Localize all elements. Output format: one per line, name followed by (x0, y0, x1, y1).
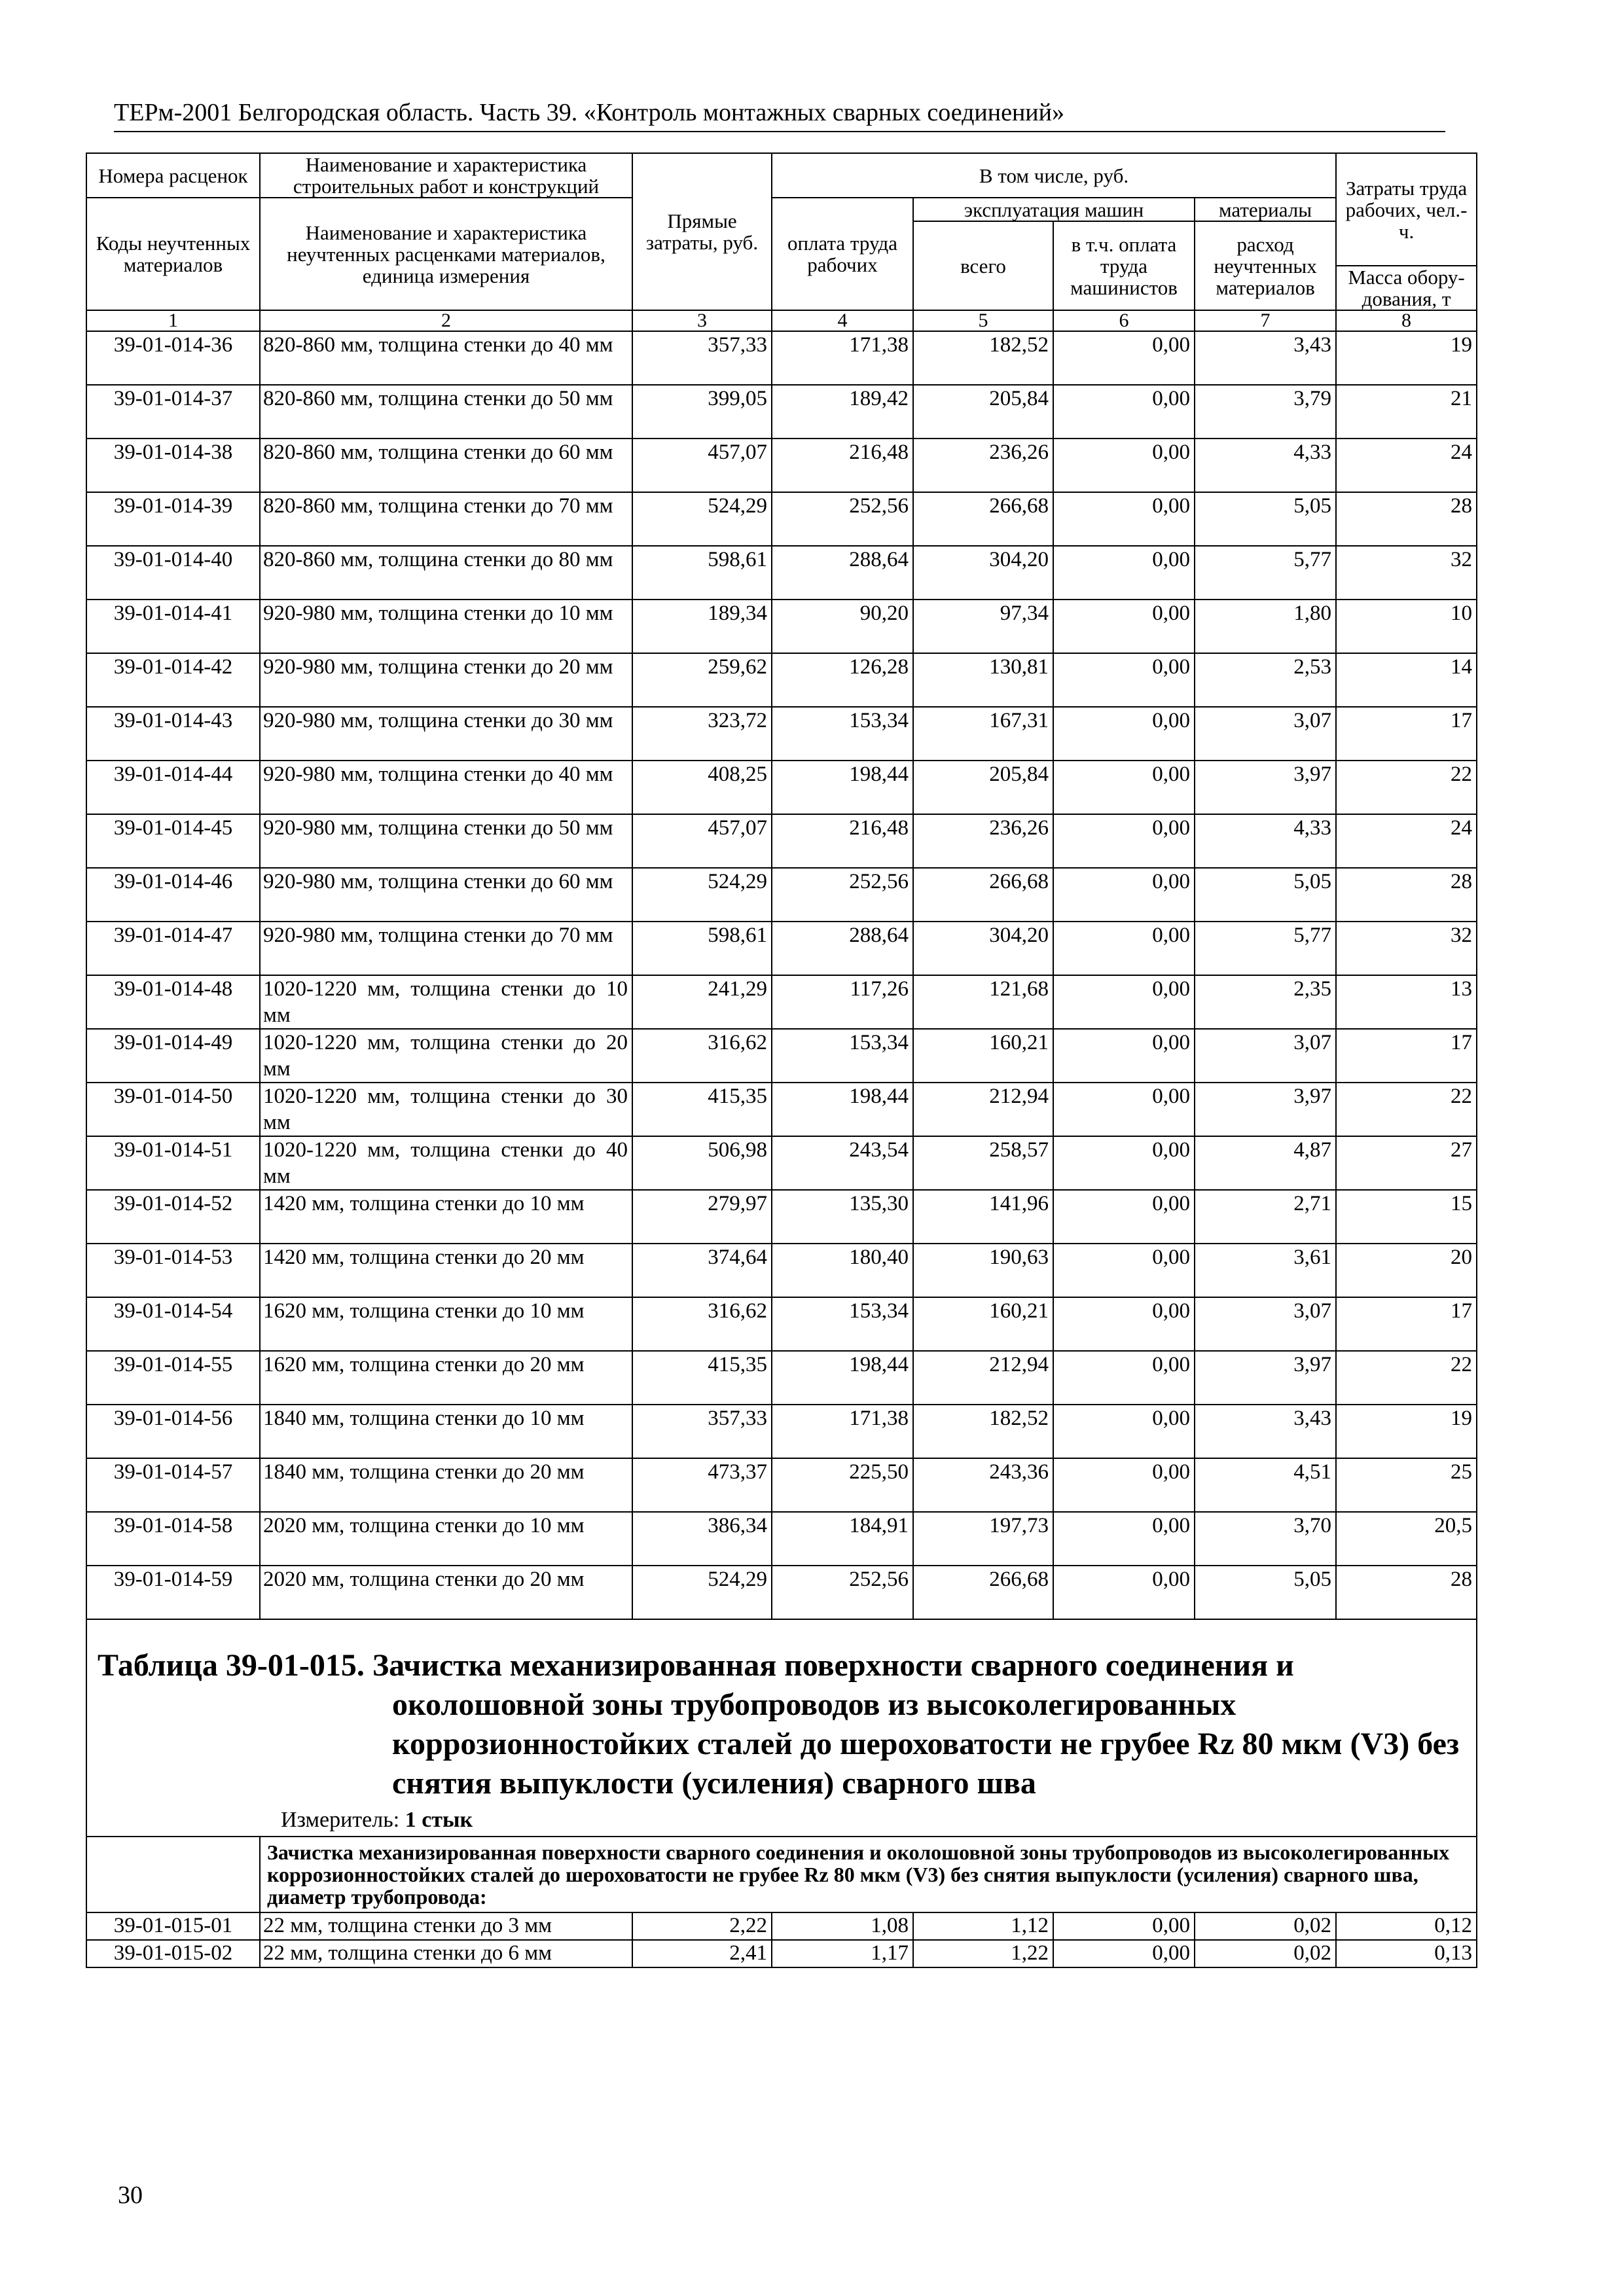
header-materials: материалы (1195, 198, 1336, 221)
table-row (86, 868, 1477, 922)
measure-line (281, 1807, 1466, 1833)
machine-costs: 160,21 (913, 1297, 1053, 1351)
direct-costs: 408,25 (632, 761, 772, 814)
machinist-pay: 0,00 (1053, 439, 1195, 492)
direct-costs: 241,29 (632, 975, 772, 1029)
machinist-pay: 0,00 (1053, 600, 1195, 653)
materials-cost: 3,07 (1195, 1297, 1336, 1351)
rate-code: 39-01-014-36 (86, 331, 260, 385)
table-row (86, 1244, 1477, 1297)
rate-code: 39-01-015-02 (86, 1940, 260, 1967)
table-title: Таблица 39-01-015. Зачистка механизированная поверхности сварного соединения и околошовной зоны трубопроводов из высоколегированных коррозионностойких сталей до шероховатости не грубее Rz 80 мкм (V3) без снятия выпуклости (усиления) сварного шва (98, 1648, 1460, 1801)
machine-costs: 190,63 (913, 1244, 1053, 1297)
direct-costs: 323,72 (632, 707, 772, 761)
rate-name: 2020 мм, толщина стенки до 10 мм (260, 1512, 632, 1566)
machinist-pay: 0,00 (1053, 814, 1195, 868)
direct-costs: 386,34 (632, 1512, 772, 1566)
materials-cost: 3,07 (1195, 1029, 1336, 1083)
machinist-pay: 0,00 (1053, 761, 1195, 814)
direct-costs: 506,98 (632, 1136, 772, 1190)
rate-name: 1420 мм, толщина стенки до 10 мм (260, 1190, 632, 1244)
labor-costs: 28 (1336, 868, 1477, 922)
column-number: 2 (260, 310, 632, 331)
column-number: 4 (772, 310, 913, 331)
measure-label: Измеритель: (281, 1808, 400, 1832)
table-row (86, 439, 1477, 492)
rate-name: 1840 мм, толщина стенки до 10 мм (260, 1405, 632, 1458)
labor-costs: 32 (1336, 546, 1477, 600)
machine-costs: 236,26 (913, 439, 1053, 492)
labor-costs: 22 (1336, 1351, 1477, 1405)
materials-cost: 3,61 (1195, 1244, 1336, 1297)
rate-name: 1020-1220 мм, толщина стенки до 40 мм (260, 1136, 632, 1190)
materials-cost: 4,33 (1195, 814, 1336, 868)
machinist-pay: 0,00 (1053, 1351, 1195, 1405)
direct-costs: 415,35 (632, 1351, 772, 1405)
direct-costs: 473,37 (632, 1458, 772, 1512)
direct-costs: 316,62 (632, 1297, 772, 1351)
header-machinist-pay: в т.ч. оплата труда машинистов (1053, 221, 1195, 310)
table-row (86, 385, 1477, 439)
materials-cost: 3,97 (1195, 1351, 1336, 1405)
rates-table (86, 152, 1477, 1968)
machinist-pay: 0,00 (1053, 1405, 1195, 1458)
machinist-pay: 0,00 (1053, 1083, 1195, 1136)
direct-costs: 524,29 (632, 492, 772, 546)
rate-code: 39-01-014-54 (86, 1297, 260, 1351)
direct-costs: 524,29 (632, 1566, 772, 1619)
rate-name: 1620 мм, толщина стенки до 10 мм (260, 1297, 632, 1351)
worker-pay: 198,44 (772, 761, 913, 814)
table-row (86, 1029, 1477, 1083)
header-machine-ops: эксплуатация машин (913, 198, 1195, 221)
machine-costs: 1,12 (913, 1912, 1053, 1940)
machine-costs: 266,68 (913, 1566, 1053, 1619)
machine-costs: 266,68 (913, 868, 1053, 922)
worker-pay: 171,38 (772, 331, 913, 385)
rates-table-container (86, 152, 1476, 1968)
materials-cost: 0,02 (1195, 1912, 1336, 1940)
materials-cost: 5,05 (1195, 1566, 1336, 1619)
rate-name: 820-860 мм, толщина стенки до 70 мм (260, 492, 632, 546)
labor-costs: 17 (1336, 1297, 1477, 1351)
rate-name: 920-980 мм, толщина стенки до 40 мм (260, 761, 632, 814)
header-equipment-mass: Масса обору-дования, т (1336, 266, 1477, 310)
labor-costs: 24 (1336, 439, 1477, 492)
table-39-01-015-heading (86, 1619, 1477, 1837)
worker-pay: 288,64 (772, 922, 913, 975)
rate-name: 2020 мм, толщина стенки до 20 мм (260, 1566, 632, 1619)
machine-costs: 130,81 (913, 653, 1053, 707)
rate-name: 920-980 мм, толщина стенки до 60 мм (260, 868, 632, 922)
materials-cost: 3,70 (1195, 1512, 1336, 1566)
table-row (86, 761, 1477, 814)
machinist-pay: 0,00 (1053, 1940, 1195, 1967)
table-39-01-015 (86, 1619, 1477, 1912)
direct-costs: 524,29 (632, 868, 772, 922)
machinist-pay: 0,00 (1053, 1566, 1195, 1619)
machine-costs: 182,52 (913, 331, 1053, 385)
direct-costs: 357,33 (632, 1405, 772, 1458)
header-worker-pay: оплата труда рабочих (772, 198, 913, 310)
rate-name: 820-860 мм, толщина стенки до 50 мм (260, 385, 632, 439)
table-row (86, 1940, 1477, 1967)
direct-costs: 598,61 (632, 922, 772, 975)
rate-name: 22 мм, толщина стенки до 6 мм (260, 1940, 632, 1967)
materials-cost: 5,77 (1195, 546, 1336, 600)
materials-cost: 4,51 (1195, 1458, 1336, 1512)
direct-costs: 189,34 (632, 600, 772, 653)
machine-costs: 121,68 (913, 975, 1053, 1029)
worker-pay: 153,34 (772, 1297, 913, 1351)
machine-costs: 266,68 (913, 492, 1053, 546)
labor-costs: 20,5 (1336, 1512, 1477, 1566)
table-row (86, 1512, 1477, 1566)
materials-cost: 4,33 (1195, 439, 1336, 492)
materials-cost: 4,87 (1195, 1136, 1336, 1190)
rate-name: 22 мм, толщина стенки до 3 мм (260, 1912, 632, 1940)
worker-pay: 180,40 (772, 1244, 913, 1297)
machinist-pay: 0,00 (1053, 1244, 1195, 1297)
labor-costs: 22 (1336, 1083, 1477, 1136)
column-number: 6 (1053, 310, 1195, 331)
direct-costs: 457,07 (632, 814, 772, 868)
machinist-pay: 0,00 (1053, 868, 1195, 922)
rate-code: 39-01-014-48 (86, 975, 260, 1029)
materials-cost: 3,97 (1195, 761, 1336, 814)
worker-pay: 216,48 (772, 439, 913, 492)
header-name-work: Наименование и характеристика строительных работ и конструкций (260, 153, 632, 198)
worker-pay: 198,44 (772, 1083, 913, 1136)
rate-code: 39-01-014-47 (86, 922, 260, 975)
worker-pay: 90,20 (772, 600, 913, 653)
rate-code: 39-01-014-44 (86, 761, 260, 814)
rate-code: 39-01-014-41 (86, 600, 260, 653)
table-row (86, 1405, 1477, 1458)
materials-cost: 3,43 (1195, 331, 1336, 385)
rate-code: 39-01-014-43 (86, 707, 260, 761)
machine-costs: 205,84 (913, 761, 1053, 814)
header-materials-use: расход неучтенных материалов (1195, 221, 1336, 310)
column-numbers-row (86, 310, 1477, 331)
machine-costs: 236,26 (913, 814, 1053, 868)
machinist-pay: 0,00 (1053, 1912, 1195, 1940)
column-number: 1 (86, 310, 260, 331)
header-total: всего (913, 221, 1053, 310)
table-row (86, 492, 1477, 546)
machinist-pay: 0,00 (1053, 1136, 1195, 1190)
machine-costs: 197,73 (913, 1512, 1053, 1566)
direct-costs: 316,62 (632, 1029, 772, 1083)
labor-costs: 19 (1336, 1405, 1477, 1458)
labor-costs: 25 (1336, 1458, 1477, 1512)
machinist-pay: 0,00 (1053, 653, 1195, 707)
column-number: 3 (632, 310, 772, 331)
rate-name: 1020-1220 мм, толщина стенки до 20 мм (260, 1029, 632, 1083)
worker-pay: 225,50 (772, 1458, 913, 1512)
rate-name: 1020-1220 мм, толщина стенки до 10 мм (260, 975, 632, 1029)
machine-costs: 160,21 (913, 1029, 1053, 1083)
table-row (86, 653, 1477, 707)
worker-pay: 1,08 (772, 1912, 913, 1940)
header-including: В том числе, руб. (772, 153, 1336, 198)
rate-name: 820-860 мм, толщина стенки до 80 мм (260, 546, 632, 600)
machine-costs: 1,22 (913, 1940, 1053, 1967)
materials-cost: 5,05 (1195, 868, 1336, 922)
direct-costs: 399,05 (632, 385, 772, 439)
direct-costs: 2,41 (632, 1940, 772, 1967)
rate-code: 39-01-014-45 (86, 814, 260, 868)
rate-name: 820-860 мм, толщина стенки до 60 мм (260, 439, 632, 492)
materials-cost: 3,97 (1195, 1083, 1336, 1136)
machinist-pay: 0,00 (1053, 492, 1195, 546)
rate-code: 39-01-014-49 (86, 1029, 260, 1083)
machinist-pay: 0,00 (1053, 1458, 1195, 1512)
materials-cost: 2,71 (1195, 1190, 1336, 1244)
worker-pay: 153,34 (772, 707, 913, 761)
materials-cost: 3,79 (1195, 385, 1336, 439)
rate-name: 1840 мм, толщина стенки до 20 мм (260, 1458, 632, 1512)
machinist-pay: 0,00 (1053, 707, 1195, 761)
machinist-pay: 0,00 (1053, 1029, 1195, 1083)
direct-costs: 2,22 (632, 1912, 772, 1940)
materials-cost: 2,53 (1195, 653, 1336, 707)
worker-pay: 117,26 (772, 975, 913, 1029)
rate-code: 39-01-014-39 (86, 492, 260, 546)
rate-name: 920-980 мм, толщина стенки до 50 мм (260, 814, 632, 868)
worker-pay: 252,56 (772, 1566, 913, 1619)
rate-name: 920-980 мм, толщина стенки до 30 мм (260, 707, 632, 761)
header-labor: Затраты труда рабочих, чел.-ч. (1336, 153, 1477, 266)
table-row (86, 546, 1477, 600)
rate-code: 39-01-014-58 (86, 1512, 260, 1566)
machine-costs: 258,57 (913, 1136, 1053, 1190)
machine-costs: 243,36 (913, 1458, 1053, 1512)
worker-pay: 135,30 (772, 1190, 913, 1244)
labor-costs: 17 (1336, 707, 1477, 761)
rate-name: 820-860 мм, толщина стенки до 40 мм (260, 331, 632, 385)
machinist-pay: 0,00 (1053, 1190, 1195, 1244)
machine-costs: 167,31 (913, 707, 1053, 761)
table-row (86, 1912, 1477, 1940)
labor-costs: 21 (1336, 385, 1477, 439)
machinist-pay: 0,00 (1053, 922, 1195, 975)
table-row (86, 707, 1477, 761)
labor-costs: 28 (1336, 1566, 1477, 1619)
rate-code: 39-01-014-56 (86, 1405, 260, 1458)
worker-pay: 126,28 (772, 653, 913, 707)
direct-costs: 374,64 (632, 1244, 772, 1297)
machine-costs: 212,94 (913, 1351, 1053, 1405)
rate-name: 920-980 мм, толщина стенки до 10 мм (260, 600, 632, 653)
materials-cost: 5,77 (1195, 922, 1336, 975)
worker-pay: 184,91 (772, 1512, 913, 1566)
table-row (86, 1083, 1477, 1136)
labor-costs: 17 (1336, 1029, 1477, 1083)
direct-costs: 357,33 (632, 331, 772, 385)
labor-costs: 14 (1336, 653, 1477, 707)
table-row (86, 331, 1477, 385)
header-rate-numbers: Номера расценок (86, 153, 260, 198)
table-row (86, 1136, 1477, 1190)
table-row (86, 814, 1477, 868)
rate-name: 1420 мм, толщина стенки до 20 мм (260, 1244, 632, 1297)
table-row (86, 975, 1477, 1029)
measure-value: 1 стык (405, 1808, 473, 1832)
page-header: ТЕРм-2001 Белгородская область. Часть 39. «Контроль монтажных сварных соединений» (114, 97, 1445, 132)
rate-code: 39-01-014-42 (86, 653, 260, 707)
table-body (86, 331, 1477, 1619)
table-row (86, 600, 1477, 653)
rate-code: 39-01-014-59 (86, 1566, 260, 1619)
materials-cost: 2,35 (1195, 975, 1336, 1029)
rate-name: 920-980 мм, толщина стенки до 70 мм (260, 922, 632, 975)
column-number: 8 (1336, 310, 1477, 331)
machine-costs: 304,20 (913, 546, 1053, 600)
direct-costs: 415,35 (632, 1083, 772, 1136)
worker-pay: 216,48 (772, 814, 913, 868)
direct-costs: 598,61 (632, 546, 772, 600)
labor-costs: 19 (1336, 331, 1477, 385)
table-row (86, 1458, 1477, 1512)
machinist-pay: 0,00 (1053, 385, 1195, 439)
rate-code: 39-01-014-57 (86, 1458, 260, 1512)
worker-pay: 171,38 (772, 1405, 913, 1458)
table-header (86, 153, 1477, 331)
labor-costs: 32 (1336, 922, 1477, 975)
rate-code: 39-01-014-46 (86, 868, 260, 922)
machinist-pay: 0,00 (1053, 1297, 1195, 1351)
materials-cost: 1,80 (1195, 600, 1336, 653)
worker-pay: 189,42 (772, 385, 913, 439)
materials-cost: 3,43 (1195, 1405, 1336, 1458)
rate-code: 39-01-014-52 (86, 1190, 260, 1244)
materials-cost: 0,02 (1195, 1940, 1336, 1967)
worker-pay: 243,54 (772, 1136, 913, 1190)
labor-costs: 13 (1336, 975, 1477, 1029)
column-number: 7 (1195, 310, 1336, 331)
description-spacer (86, 1837, 260, 1912)
labor-costs: 15 (1336, 1190, 1477, 1244)
machine-costs: 182,52 (913, 1405, 1053, 1458)
direct-costs: 457,07 (632, 439, 772, 492)
labor-costs: 22 (1336, 761, 1477, 814)
table-row (86, 1566, 1477, 1619)
machine-costs: 141,96 (913, 1190, 1053, 1244)
machine-costs: 97,34 (913, 600, 1053, 653)
worker-pay: 1,17 (772, 1940, 913, 1967)
direct-costs: 259,62 (632, 653, 772, 707)
materials-cost: 5,05 (1195, 492, 1336, 546)
machine-costs: 212,94 (913, 1083, 1053, 1136)
rate-code: 39-01-014-37 (86, 385, 260, 439)
header-direct-costs: Прямые затраты, руб. (632, 153, 772, 310)
worker-pay: 252,56 (772, 492, 913, 546)
table-row (86, 1351, 1477, 1405)
table-row (86, 1297, 1477, 1351)
rate-code: 39-01-014-40 (86, 546, 260, 600)
labor-costs: 28 (1336, 492, 1477, 546)
rate-code: 39-01-014-51 (86, 1136, 260, 1190)
rate-name: 920-980 мм, толщина стенки до 20 мм (260, 653, 632, 707)
rate-name: 1620 мм, толщина стенки до 20 мм (260, 1351, 632, 1405)
page-number: 30 (118, 2181, 143, 2209)
direct-costs: 279,97 (632, 1190, 772, 1244)
worker-pay: 153,34 (772, 1029, 913, 1083)
machinist-pay: 0,00 (1053, 975, 1195, 1029)
machinist-pay: 0,00 (1053, 546, 1195, 600)
labor-costs: 27 (1336, 1136, 1477, 1190)
rate-name: 1020-1220 мм, толщина стенки до 30 мм (260, 1083, 632, 1136)
table-row (86, 1190, 1477, 1244)
rate-code: 39-01-015-01 (86, 1912, 260, 1940)
materials-cost: 3,07 (1195, 707, 1336, 761)
labor-costs: 20 (1336, 1244, 1477, 1297)
machine-costs: 304,20 (913, 922, 1053, 975)
machinist-pay: 0,00 (1053, 1512, 1195, 1566)
rate-code: 39-01-014-53 (86, 1244, 260, 1297)
table-description: Зачистка механизированная поверхности сварного соединения и околошовной зоны трубопроводов из высоколегированных коррозионностойких сталей до шероховатости не грубее Rz 80 мкм (V3) без снятия выпуклости (усиления) сварного шва, диаметр трубопровода: (260, 1837, 1477, 1912)
rate-code: 39-01-014-50 (86, 1083, 260, 1136)
machinist-pay: 0,00 (1053, 331, 1195, 385)
machine-costs: 205,84 (913, 385, 1053, 439)
worker-pay: 288,64 (772, 546, 913, 600)
labor-costs: 0,12 (1336, 1912, 1477, 1940)
header-codes: Коды неучтенных материалов (86, 198, 260, 310)
labor-costs: 0,13 (1336, 1940, 1477, 1967)
labor-costs: 24 (1336, 814, 1477, 868)
worker-pay: 198,44 (772, 1351, 913, 1405)
table-row (86, 922, 1477, 975)
table-39-01-015-body (86, 1912, 1477, 1967)
rate-code: 39-01-014-55 (86, 1351, 260, 1405)
header-name-materials: Наименование и характеристика неучтенных расценками материалов, единица измерения (260, 198, 632, 310)
labor-costs: 10 (1336, 600, 1477, 653)
worker-pay: 252,56 (772, 868, 913, 922)
column-number: 5 (913, 310, 1053, 331)
rate-code: 39-01-014-38 (86, 439, 260, 492)
